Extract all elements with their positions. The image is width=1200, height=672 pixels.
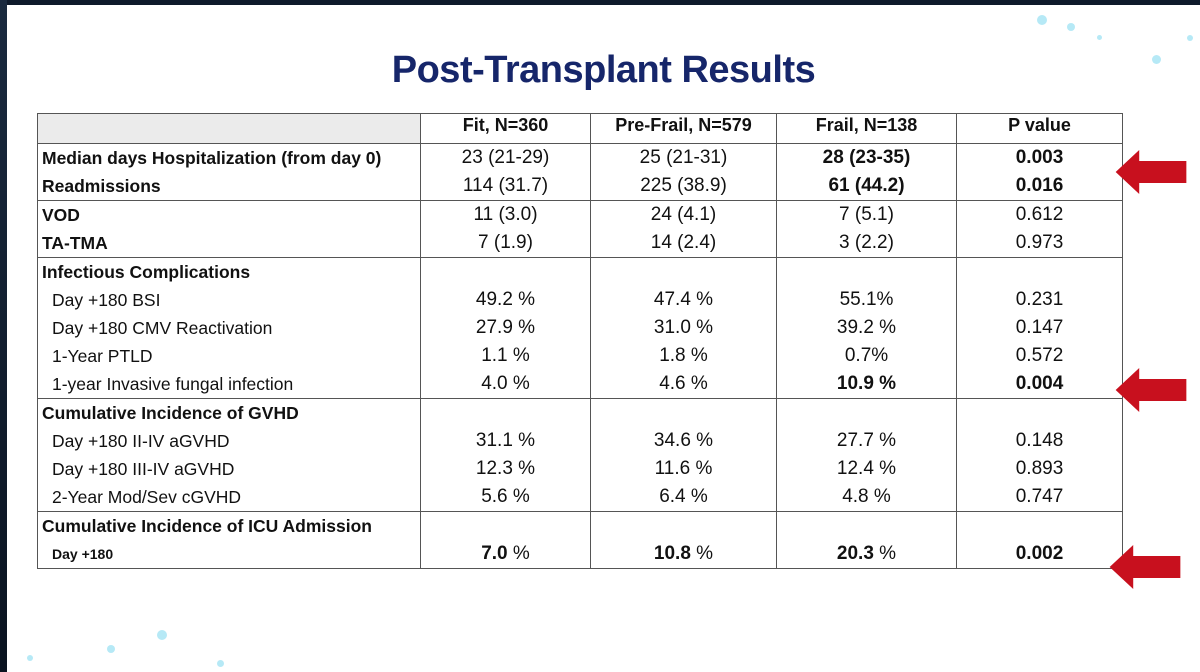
- row-label: TA-TMA: [42, 233, 108, 253]
- spacer: [777, 399, 956, 427]
- row-label: Day +180 CMV Reactivation: [52, 318, 273, 338]
- cell-value: 0.973: [1015, 232, 1064, 253]
- cell-value: 14 (2.4): [650, 232, 717, 253]
- spacer: [777, 512, 956, 540]
- cell-value: 0.147: [1015, 317, 1064, 338]
- table-row: [38, 399, 1123, 512]
- cell-value-line: [421, 370, 590, 398]
- value-cell-pvalue: [957, 258, 1123, 399]
- cell-value-line: [591, 483, 776, 511]
- cell-value: 3 (2.2): [839, 232, 894, 253]
- cell-value: 4.0 %: [481, 373, 530, 394]
- table-row: [38, 144, 1123, 201]
- cell-value: 0.016: [1015, 175, 1064, 196]
- value-cell-pvalue: [957, 512, 1123, 569]
- spacer: [421, 399, 590, 427]
- row-label: Day +180 II-IV aGVHD: [52, 431, 230, 451]
- cell-value-line: [777, 314, 956, 342]
- spacer: [957, 258, 1122, 286]
- cell-value: 0.231: [1015, 289, 1064, 310]
- cell-value: 20.3: [836, 543, 874, 564]
- cell-value: 11 (3.0): [473, 204, 538, 225]
- cell-value: 4.6 %: [659, 373, 708, 394]
- value-cell-fit: [421, 512, 591, 569]
- cell-value: 28 (23-35): [822, 147, 911, 168]
- cell-value-line: [591, 540, 776, 568]
- cell-value-line: [777, 370, 956, 398]
- value-cell-prefrail: [591, 201, 777, 258]
- cell-value: 47.4 %: [653, 289, 714, 310]
- cell-value-line: [421, 201, 590, 229]
- value-cell-frail: [777, 201, 957, 258]
- cell-value-line: [957, 201, 1122, 229]
- cell-value: 34.6 %: [653, 430, 714, 451]
- cell-value-line: [957, 455, 1122, 483]
- cell-value-line: [591, 342, 776, 370]
- cell-value: 225 (38.9): [640, 175, 727, 196]
- cell-value-line: [591, 427, 776, 455]
- decor-dot: [1067, 23, 1075, 31]
- decor-dot: [1187, 35, 1193, 41]
- cell-value-line: [957, 427, 1122, 455]
- row-label: Infectious Complications: [42, 262, 251, 282]
- cell-value: 5.6 %: [481, 486, 530, 507]
- cell-value-line: [777, 144, 956, 172]
- page-title: Post-Transplant Results: [391, 49, 816, 91]
- cell-value: 0.612: [1015, 204, 1064, 225]
- cell-value-line: [421, 540, 590, 568]
- cell-value: 0.747: [1015, 486, 1064, 507]
- value-cell-frail: [777, 399, 957, 512]
- cell-value-line: [777, 172, 956, 200]
- cell-value: 27.7 %: [836, 430, 897, 451]
- row-label-cell: [38, 144, 421, 201]
- spacer: [421, 512, 590, 540]
- row-label-cell: [38, 512, 421, 569]
- decor-dot: [1097, 35, 1102, 40]
- cell-value-line: [421, 229, 590, 257]
- cell-value: 24 (4.1): [650, 204, 717, 225]
- cell-value: 0.003: [1015, 147, 1064, 168]
- row-label-cell: [38, 399, 421, 512]
- table-row: [38, 512, 1123, 569]
- value-cell-fit: [421, 201, 591, 258]
- cell-value-line: [421, 314, 590, 342]
- value-cell-fit: [421, 258, 591, 399]
- cell-value: 11.6 %: [654, 458, 713, 479]
- row-label: Day +180 III-IV aGVHD: [52, 459, 235, 479]
- arrow-icon: [1116, 368, 1187, 412]
- spacer: [421, 258, 590, 286]
- cell-value: 1.1 %: [481, 345, 530, 366]
- cell-value-line: [777, 229, 956, 257]
- row-label: Median days Hospitalization (from day 0): [42, 148, 382, 168]
- cell-value-line: [421, 144, 590, 172]
- cell-value-line: [591, 229, 776, 257]
- cell-value: 0.002: [1015, 543, 1064, 564]
- cell-value-line: [777, 455, 956, 483]
- cell-value-line: [421, 342, 590, 370]
- cell-value: 7 (1.9): [478, 232, 533, 253]
- arrow-hospitalization: [1106, 150, 1196, 194]
- spacer: [957, 399, 1122, 427]
- results-table: [37, 113, 1123, 569]
- cell-value: 0.148: [1015, 430, 1064, 451]
- cell-value: 27.9 %: [475, 317, 536, 338]
- arrow-icon: [1116, 150, 1187, 194]
- cell-value-line: [957, 540, 1122, 568]
- value-cell-prefrail: [591, 512, 777, 569]
- cell-value-line: [957, 172, 1122, 200]
- arrow-fungal: [1106, 368, 1196, 412]
- value-cell-fit: [421, 399, 591, 512]
- cell-value: 7 (5.1): [839, 204, 894, 225]
- cell-value: 39.2 %: [836, 317, 897, 338]
- decor-dot: [217, 660, 224, 667]
- cell-value-line: [591, 370, 776, 398]
- cell-value-line: [777, 201, 956, 229]
- cell-value-line: [957, 483, 1122, 511]
- cell-value: 0.7%: [844, 345, 889, 366]
- cell-value: 10.8: [653, 543, 691, 564]
- cell-value-line: [777, 286, 956, 314]
- table-row: [38, 201, 1123, 258]
- cell-value: 7.0: [481, 543, 508, 564]
- row-label: Cumulative Incidence of ICU Admission: [42, 516, 372, 536]
- column-header-prefrail: Pre-Frail, N=579: [591, 114, 777, 144]
- column-header-fit: Fit, N=360: [421, 114, 591, 144]
- decor-dot: [107, 645, 115, 653]
- arrow-icu: [1100, 545, 1190, 589]
- cell-value-line: [957, 144, 1122, 172]
- background-edge: [0, 0, 7, 672]
- cell-value: 55.1%: [839, 289, 894, 310]
- cell-value: 12.4 %: [836, 458, 897, 479]
- row-label-cell: [38, 201, 421, 258]
- cell-value-line: [957, 342, 1122, 370]
- cell-value-line: [777, 342, 956, 370]
- spacer: [777, 258, 956, 286]
- value-cell-frail: [777, 144, 957, 201]
- table-row: [38, 258, 1123, 399]
- cell-value-line: [421, 455, 590, 483]
- value-cell-pvalue: [957, 144, 1123, 201]
- cell-value-line: [591, 286, 776, 314]
- cell-value-line: [421, 286, 590, 314]
- spacer: [591, 512, 776, 540]
- cell-value-line: [777, 427, 956, 455]
- cell-value-line: [591, 201, 776, 229]
- column-header-blank: [38, 114, 421, 144]
- value-cell-prefrail: [591, 144, 777, 201]
- cell-value-line: [591, 314, 776, 342]
- row-label: 1-year Invasive fungal infection: [52, 374, 294, 394]
- cell-value: 31.0 %: [653, 317, 714, 338]
- cell-value: 31.1 %: [475, 430, 536, 451]
- cell-value: 10.9 %: [836, 373, 897, 394]
- row-label: Day +180 BSI: [52, 290, 161, 310]
- cell-value: 49.2 %: [475, 289, 536, 310]
- cell-value-line: [591, 172, 776, 200]
- row-label: VOD: [42, 205, 80, 225]
- value-cell-pvalue: [957, 399, 1123, 512]
- cell-value-line: [591, 144, 776, 172]
- cell-value: 61 (44.2): [828, 175, 905, 196]
- row-label: 1-Year PTLD: [52, 346, 153, 366]
- cell-value-line: [421, 427, 590, 455]
- cell-value-line: [777, 540, 956, 568]
- cell-value: 25 (21-31): [639, 147, 728, 168]
- row-label: Cumulative Incidence of GVHD: [42, 403, 299, 423]
- decor-dot: [157, 630, 167, 640]
- cell-value-line: [957, 229, 1122, 257]
- cell-value-line: [591, 455, 776, 483]
- cell-value: 0.004: [1015, 373, 1064, 394]
- value-cell-prefrail: [591, 258, 777, 399]
- row-label: 2-Year Mod/Sev cGVHD: [52, 487, 242, 507]
- value-cell-frail: [777, 258, 957, 399]
- column-header-pvalue: P value: [957, 114, 1123, 144]
- value-cell-pvalue: [957, 201, 1123, 258]
- cell-value: 23 (21-29): [461, 147, 550, 168]
- cell-value: 114 (31.7): [462, 175, 549, 196]
- value-cell-fit: [421, 144, 591, 201]
- cell-value-line: [957, 286, 1122, 314]
- cell-value-line: [421, 483, 590, 511]
- cell-value-line: [957, 370, 1122, 398]
- spacer: [591, 399, 776, 427]
- value-cell-prefrail: [591, 399, 777, 512]
- value-cell-frail: [777, 512, 957, 569]
- spacer: [591, 258, 776, 286]
- table-header-row: [38, 114, 1123, 144]
- cell-value-line: [957, 314, 1122, 342]
- decor-dot: [27, 655, 33, 661]
- cell-value-unit: %: [873, 543, 897, 564]
- cell-value: 12.3 %: [475, 458, 536, 479]
- cell-value: 1.8 %: [659, 345, 708, 366]
- cell-value: 0.893: [1015, 458, 1064, 479]
- cell-value-unit: %: [507, 543, 530, 564]
- cell-value: 4.8 %: [842, 486, 891, 507]
- arrow-icon: [1110, 545, 1181, 589]
- column-header-frail: Frail, N=138: [777, 114, 957, 144]
- spacer: [957, 512, 1122, 540]
- cell-value-line: [777, 483, 956, 511]
- cell-value: 0.572: [1015, 345, 1064, 366]
- cell-value-unit: %: [690, 543, 714, 564]
- row-label: Day +180: [52, 546, 114, 562]
- cell-value-line: [421, 172, 590, 200]
- decor-dot: [1037, 15, 1047, 25]
- cell-value: 6.4 %: [659, 486, 708, 507]
- row-label-cell: [38, 258, 421, 399]
- row-label: Readmissions: [42, 176, 161, 196]
